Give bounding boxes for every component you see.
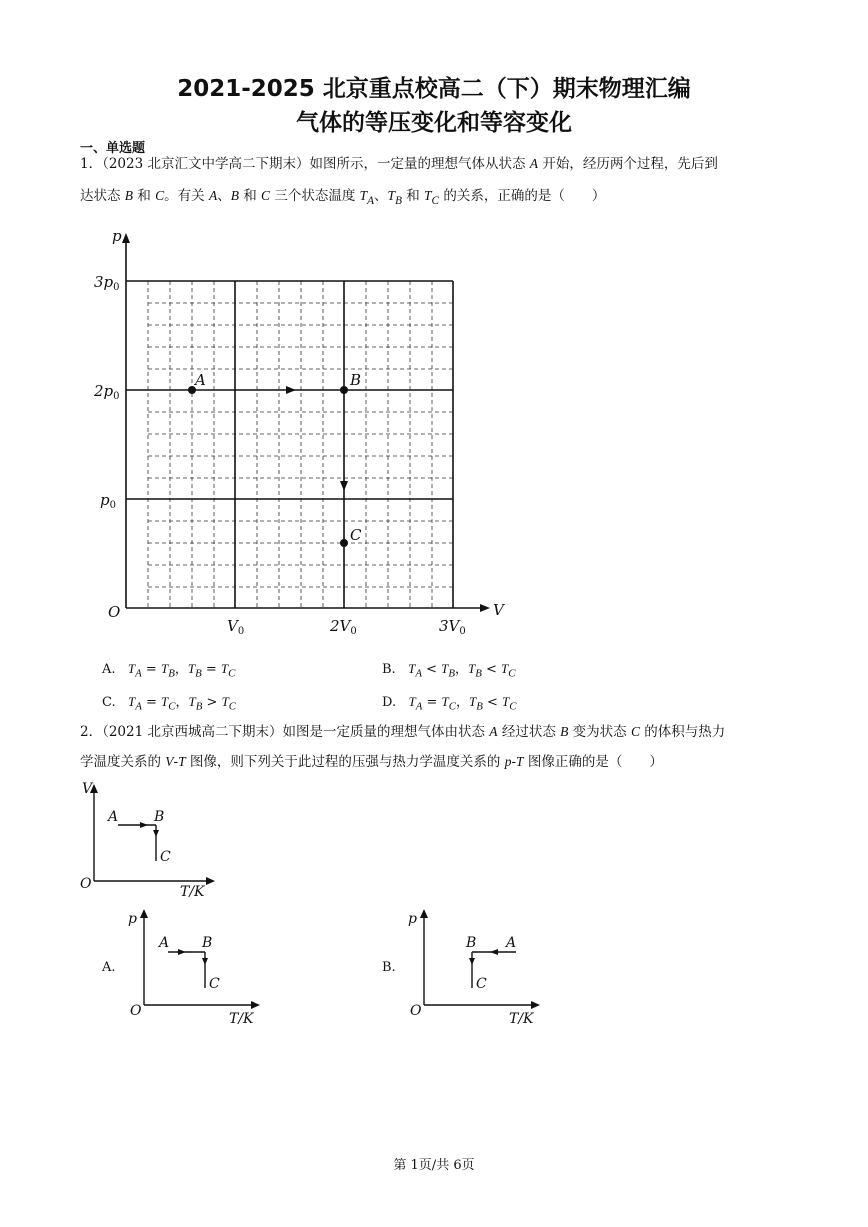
x-tick-2v0: $2V_0$: [330, 617, 357, 637]
q1-option-b[interactable]: B. $T_A < T_B$，$T_B < T_C$: [382, 661, 516, 680]
section-heading: 一、单选题: [80, 141, 146, 156]
state-c-label: C: [350, 526, 362, 544]
vt-y-axis-label: V: [82, 781, 93, 797]
qa-label-c: C: [209, 976, 220, 992]
state-a-label: A: [195, 371, 206, 389]
y-tick-p0: $p_0$: [100, 491, 116, 511]
qb-y-axis-label: p: [408, 911, 417, 927]
vt-diagram: [76, 778, 226, 900]
y-tick-2p0: $2p_0$: [94, 382, 120, 402]
qa-y-axis-label: p: [128, 911, 137, 927]
vt-x-axis-label: T/K: [180, 884, 205, 900]
q2-option-a-graph[interactable]: [126, 905, 276, 1030]
state-b-label: B: [350, 371, 362, 389]
vt-origin-label: O: [80, 876, 92, 892]
q1-option-d[interactable]: D. $T_A = T_C$，$T_B < T_C$: [382, 694, 517, 713]
qa-label-a: A: [159, 935, 170, 951]
qa-origin-label: O: [130, 1003, 142, 1019]
question-1-line-1: 1．（2023 北京汇文中学高二下期末）如图所示，一定量的理想气体从状态 A 开始，经历两个过程，先后到: [80, 156, 718, 172]
vt-label-c: C: [160, 849, 171, 865]
q2-option-b-graph[interactable]: [406, 905, 556, 1030]
qb-origin-label: O: [410, 1003, 422, 1019]
qb-label-b: B: [466, 935, 477, 951]
qa-x-axis-label: T/K: [229, 1011, 254, 1027]
question-2-line-2: 学温度关系的 V-T 图像，则下列关于此过程的压强与热力学温度关系的 p-T 图像正确的是（ ）: [80, 754, 663, 770]
qb-label-a: A: [506, 935, 517, 951]
p-axis-label: p: [112, 227, 122, 245]
y-tick-3p0: $3p_0$: [94, 273, 120, 293]
q1-option-a[interactable]: A. $T_A = T_B$，$T_B = T_C$: [102, 661, 236, 680]
x-tick-3v0: $3V_0$: [439, 617, 466, 637]
q2-option-b-key[interactable]: B.: [382, 960, 396, 975]
pv-diagram: [90, 225, 510, 640]
qb-x-axis-label: T/K: [509, 1011, 534, 1027]
q1-option-c[interactable]: C. $T_A = T_C$，$T_B > T_C$: [102, 694, 237, 713]
state-b-point: [340, 386, 348, 394]
q2-option-a-key[interactable]: A.: [102, 960, 116, 975]
vt-label-a: A: [108, 809, 119, 825]
qb-label-c: C: [476, 976, 487, 992]
vt-label-b: B: [154, 809, 165, 825]
qa-label-b: B: [202, 935, 213, 951]
state-c-point: [340, 539, 348, 547]
origin-label: O: [108, 603, 121, 621]
document-title: 2021-2025 北京重点校高二（下）期末物理汇编: [177, 76, 691, 102]
x-tick-v0: $V_0$: [227, 617, 245, 637]
document-subtitle: 气体的等压变化和等容变化: [296, 110, 572, 136]
question-2-line-1: 2．（2021 北京西城高二下期末）如图是一定质量的理想气体由状态 A 经过状态 B 变为状态 C 的体积与热力: [80, 724, 726, 740]
question-1-line-2: 达状态 B 和 C。有关 A、B 和 C 三个状态温度 $T_A$、$T_B$ 和 $T_C$ 的关系，正确的是（ ）: [80, 188, 606, 207]
page-footer: 第 1页/共 6页: [393, 1158, 475, 1173]
v-axis-label: V: [493, 601, 504, 619]
